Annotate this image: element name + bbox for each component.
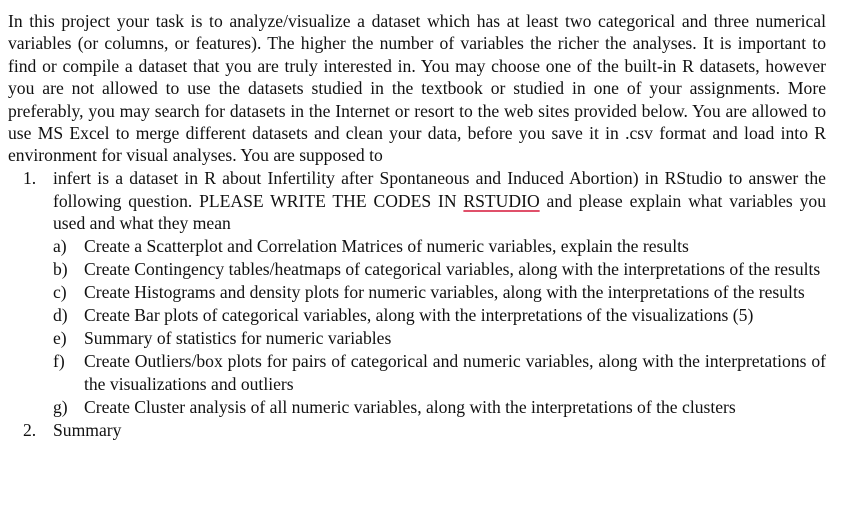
subtask-item [53,350,826,396]
subtask-item [53,258,826,281]
subtask-item [53,281,826,304]
subtask-text: Create a Scatterplot and Correlation Matrices of numeric variables, explain the results [84,236,689,257]
subtask-letter: a) [53,236,67,257]
subtask-text: Create Bar plots of categorical variables, along with the interpretations of the visualizations (5) [84,305,754,326]
subtask-text: Create Cluster analysis of all numeric variables, along with the interpretations of the clusters [84,397,736,418]
subtask-letter: c) [53,282,67,303]
task-1 [8,167,826,235]
subtask-text: Create Outliers/box plots for pairs of categorical and numeric variables, along with the interpretations of the visualizations and outliers [84,351,826,395]
spellcheck-underlined-word: RSTUDIO [463,190,540,211]
task-1-text-after: and please explain what variables you used and what they mean [53,190,826,234]
task-1-number: 1. [23,167,37,188]
task-2-number: 2. [23,420,37,441]
subtask-letter: d) [53,305,68,326]
subtask-letter: f) [53,351,65,372]
task-1-text-before: infert is a dataset in R about Infertility after Spontaneous and Induced Abortion) in RStudio to answer the following question. PLEASE WRITE THE CODES IN [53,167,826,211]
subtask-letter: b) [53,259,68,280]
task-2 [8,419,826,442]
task-1-body [53,167,826,235]
subtask-letter: e) [53,328,67,349]
subtask-item [53,235,826,258]
task-2-text: Summary [53,420,122,441]
document-page [8,10,826,442]
subtask-item [53,304,826,327]
intro-paragraph: In this project your task is to analyze/visualize a dataset which has at least two categorical and three numerical variables (or columns, or features). The higher the number of variables the richer the analyses. It is important to find or compile a dataset that you are truly interested in. You may choose one of the built-in R datasets, however you are not allowed to use the datasets studied in the textbook or studied in one of your assignments. More preferably, you may search for datasets in the Internet or resort to the web sites provided below. You are allowed to use MS Excel to merge different datasets and clean your data, before you save it in .csv format and load into R environment for visual analyses. You are supposed to [8,11,826,166]
subtask-text: Create Contingency tables/heatmaps of categorical variables, along with the interpretations of the results [84,259,821,280]
subtask-item [53,327,826,350]
subtask-list [53,235,826,419]
subtask-text: Summary of statistics for numeric variables [84,328,392,349]
subtask-text: Create Histograms and density plots for numeric variables, along with the interpretations of the results [84,282,805,303]
subtask-letter: g) [53,397,68,418]
subtask-item [53,396,826,419]
